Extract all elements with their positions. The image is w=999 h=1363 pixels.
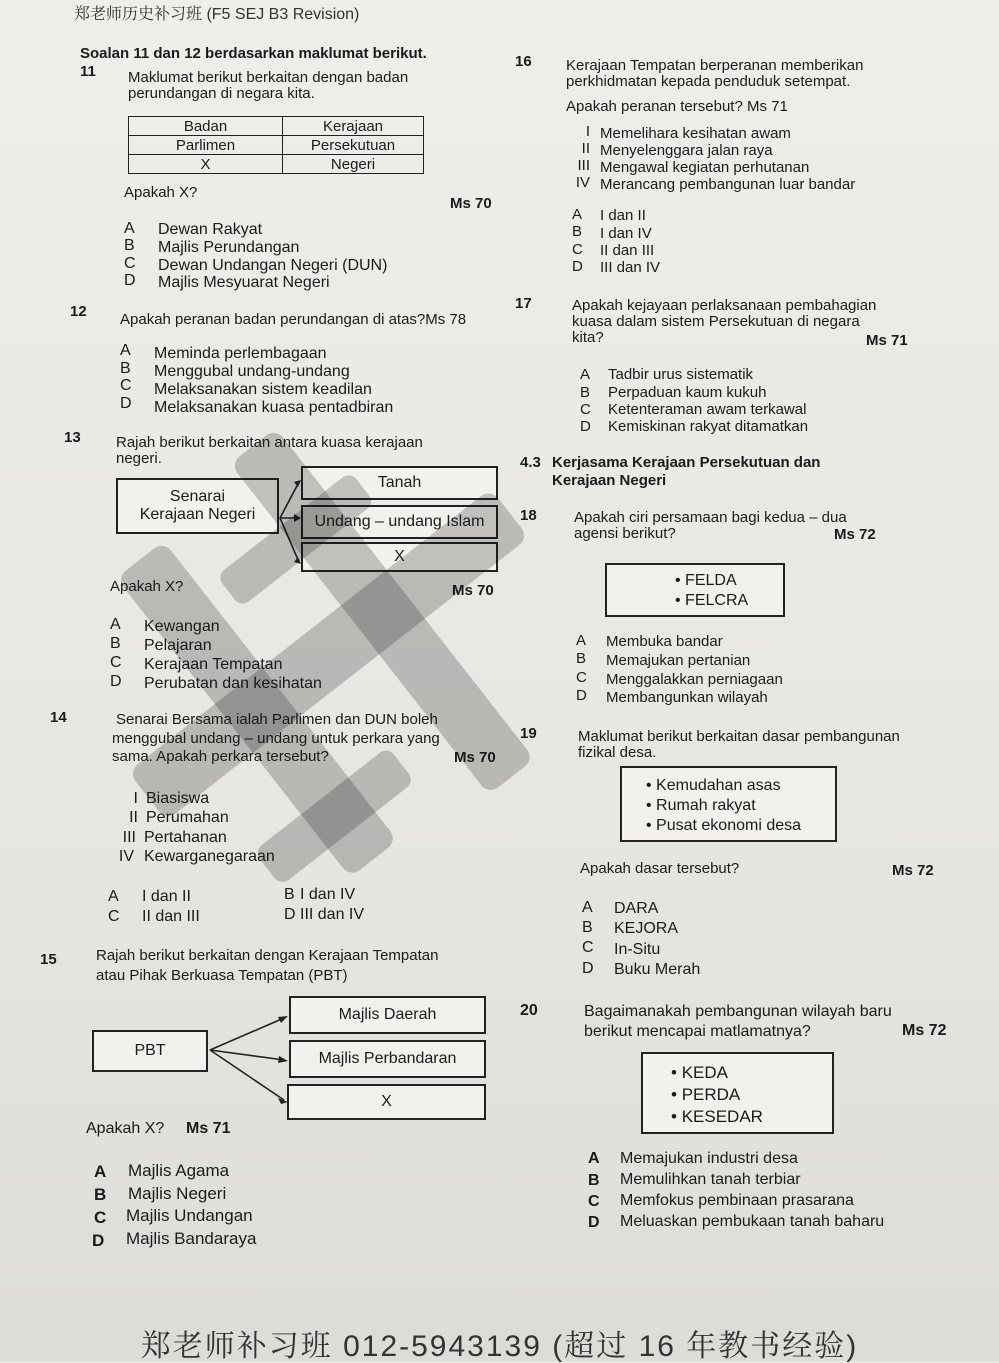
table-header: Badan	[129, 117, 283, 136]
option-letter: B	[588, 1172, 600, 1189]
option-letter: B	[284, 886, 295, 903]
option-letter: B	[124, 237, 135, 254]
diagram-source-box: PBT	[92, 1030, 208, 1072]
option-letter: C	[120, 377, 132, 394]
option-text: II dan III	[600, 242, 655, 259]
question-text: sama. Apakah perkara tersebut?	[112, 748, 329, 765]
option-text: Majlis Agama	[128, 1161, 230, 1180]
question-text: fizikal desa.	[578, 744, 657, 761]
option-text: Memfokus pembinaan prasarana	[620, 1192, 854, 1209]
option-text: Melaksanakan sistem keadilan	[154, 381, 372, 398]
diagram-target-box: X	[287, 1084, 486, 1120]
option-letter: D	[120, 395, 132, 412]
section-number: 4.3	[520, 454, 541, 471]
question-text: menggubal undang – undang untuk perkara yang	[112, 730, 440, 747]
option-letter: C	[576, 669, 587, 686]
diagram-target-box: Majlis Perbandaran	[289, 1040, 486, 1078]
option-letter: A	[572, 206, 583, 223]
question-text: Maklumat berikut berkaitan dengan badan	[128, 69, 409, 86]
table-cell: Negeri	[283, 155, 424, 174]
question-text: perundangan di negara kita.	[128, 85, 315, 102]
option-letter: C	[588, 1193, 600, 1210]
option-text: III dan IV	[300, 906, 365, 923]
item-text: Perumahan	[146, 809, 229, 826]
list-item: • Kemudahan asas	[646, 777, 781, 794]
option-text: I dan IV	[600, 225, 652, 242]
option-text: Membangunkan wilayah	[606, 689, 768, 706]
page-reference: Ms 70	[454, 749, 496, 766]
item-numeral: IV	[118, 848, 134, 865]
option-text: Kerajaan Tempatan	[144, 656, 283, 673]
question-ask: Apakah X?	[86, 1120, 165, 1137]
question-number: 14	[50, 709, 67, 726]
option-letter: A	[588, 1150, 600, 1167]
option-text: Memajukan pertanian	[606, 652, 751, 669]
question-text: kuasa dalam sistem Persekutuan di negara	[572, 313, 860, 330]
option-letter: B	[572, 223, 583, 240]
question-text: agensi berikut?	[574, 525, 676, 542]
option-letter: D	[124, 272, 136, 289]
option-letter: D	[92, 1231, 105, 1250]
option-letter: B	[580, 384, 591, 401]
item-numeral: II	[129, 809, 138, 826]
page-header: 郑老师历史补习班 (F5 SEJ B3 Revision)	[74, 6, 360, 23]
item-text: Kewarganegaraan	[144, 848, 275, 865]
table-cell: Parlimen	[129, 136, 283, 155]
option-text: Majlis Bandaraya	[126, 1229, 257, 1248]
option-text: Membuka bandar	[606, 633, 723, 650]
option-letter: A	[124, 220, 135, 237]
option-text: Dewan Rakyat	[158, 221, 263, 238]
table-cell: Persekutuan	[283, 136, 424, 155]
question-text: Rajah berikut berkaitan antara kuasa kerajaan	[116, 434, 423, 451]
option-letter: A	[576, 632, 587, 649]
section-title: Kerajaan Negeri	[552, 472, 667, 489]
option-letter: C	[124, 255, 136, 272]
diagram-target-box: Undang – undang Islam	[301, 505, 498, 539]
option-text: Majlis Mesyuarat Negeri	[158, 274, 330, 291]
question-text: Senarai Bersama ialah Parlimen dan DUN boleh	[116, 711, 438, 728]
diagram-source-box	[116, 478, 279, 534]
option-text: Tadbir urus sistematik	[608, 366, 754, 383]
question-text: negeri.	[116, 450, 162, 467]
item-text: Memelihara kesihatan awam	[600, 125, 791, 142]
diagram-target-box: X	[301, 542, 498, 572]
option-text: Majlis Negeri	[128, 1184, 227, 1203]
item-numeral: I	[133, 790, 138, 807]
option-text: Perubatan dan kesihatan	[144, 675, 322, 692]
option-letter: A	[94, 1162, 107, 1181]
option-text: Majlis Perundangan	[158, 239, 300, 256]
option-letter: C	[110, 654, 122, 671]
option-text: Melaksanakan kuasa pentadbiran	[154, 399, 394, 416]
question-text: perkhidmatan kepada penduduk setempat.	[566, 73, 851, 90]
question-text: Apakah ciri persamaan bagi kedua – dua	[574, 509, 847, 526]
question-ask: Apakah X?	[110, 578, 184, 595]
item-numeral: IV	[575, 174, 590, 191]
option-letter: B	[582, 919, 593, 936]
option-letter: D	[576, 687, 587, 704]
list-item: • Pusat ekonomi desa	[646, 817, 802, 834]
option-letter: C	[94, 1208, 107, 1227]
item-numeral: III	[122, 829, 136, 846]
option-letter: A	[120, 342, 131, 359]
diagram-source-label: Senarai	[169, 488, 226, 505]
diagram-target-box: Majlis Daerah	[289, 996, 486, 1034]
option-letter: A	[582, 899, 593, 916]
question-text: Apakah kejayaan perlaksanaan pembahagian	[572, 297, 877, 314]
list-item-text: FELCRA	[685, 592, 749, 609]
list-item: • PERDA	[671, 1085, 741, 1104]
question-text: atau Pihak Berkuasa Tempatan (PBT)	[96, 967, 348, 984]
body-table	[128, 116, 424, 174]
table-row	[129, 117, 424, 136]
table-row	[129, 136, 424, 155]
option-text: Kemiskinan rakyat ditamatkan	[608, 418, 809, 435]
section-title: Kerjasama Kerajaan Persekutuan dan	[552, 454, 821, 471]
option-letter: B	[576, 650, 587, 667]
list-item-text: KEDA	[681, 1063, 728, 1082]
page-reference: Ms 70	[452, 582, 494, 599]
option-letter: C	[108, 908, 120, 925]
question-text: berikut mencapai matlamatnya?	[584, 1023, 811, 1040]
option-letter: D	[284, 906, 296, 923]
list-item-text: FELDA	[685, 572, 737, 589]
option-text: Buku Merah	[614, 961, 701, 978]
question-number: 16	[515, 53, 532, 70]
list-item-text: Kemudahan asas	[656, 777, 781, 794]
option-letter: A	[110, 616, 121, 633]
item-text: Pertahanan	[144, 829, 227, 846]
option-letter: D	[572, 258, 583, 275]
list-item: • FELDA	[675, 572, 737, 589]
option-text: II dan III	[142, 908, 200, 925]
list-item: • KESEDAR	[671, 1107, 763, 1126]
item-text: Menyelenggara jalan raya	[600, 142, 773, 159]
option-text: Memajukan industri desa	[620, 1150, 798, 1167]
question-text: Rajah berikut berkaitan dengan Kerajaan Tempatan	[96, 947, 439, 964]
page-footer: 郑老师补习班 012-5943139 (超过 16 年教书经验)	[140, 1330, 859, 1363]
item-text: Mengawal kegiatan perhutanan	[600, 159, 810, 176]
option-text: Menggubal undang-undang	[154, 363, 350, 380]
page-reference: Ms 72	[902, 1022, 947, 1039]
intro-11-12: Soalan 11 dan 12 berdasarkan maklumat berikut.	[80, 45, 427, 62]
option-letter: B	[110, 635, 121, 652]
question-number: 12	[70, 303, 87, 320]
diagram-arrows	[208, 1010, 292, 1110]
option-text: Memulihkan tanah terbiar	[620, 1171, 801, 1188]
page-reference: Ms 71	[186, 1120, 231, 1137]
table-cell: X	[129, 155, 283, 174]
option-text: Menggalakkan perniagaan	[606, 671, 783, 688]
item-numeral: I	[585, 123, 590, 140]
option-letter: B	[120, 360, 131, 377]
item-numeral: II	[581, 140, 590, 157]
option-text: KEJORA	[614, 920, 679, 937]
table-header: Kerajaan	[283, 117, 424, 136]
info-box	[620, 766, 837, 842]
option-letter: C	[582, 939, 594, 956]
question-number: 19	[520, 725, 537, 742]
page-reference: Ms 72	[892, 862, 934, 879]
option-letter: A	[580, 366, 591, 383]
question-ask: Apakah dasar tersebut?	[580, 860, 740, 877]
option-letter: C	[572, 241, 583, 258]
question-number: 15	[40, 951, 57, 968]
list-item-text: Pusat ekonomi desa	[656, 817, 802, 834]
item-text: Biasiswa	[146, 790, 210, 807]
table-row	[129, 155, 424, 174]
question-text: Apakah peranan badan perundangan di atas?Ms 78	[120, 311, 467, 328]
page-reference: Ms 72	[834, 526, 876, 543]
question-number: 18	[520, 507, 537, 524]
option-letter: A	[108, 888, 119, 905]
question-text: Apakah peranan tersebut? Ms 71	[566, 98, 788, 115]
option-letter: D	[110, 673, 122, 690]
list-item-text: Rumah rakyat	[656, 797, 756, 814]
question-text: Maklumat berikut berkaitan dasar pembangunan	[578, 728, 900, 745]
list-item-text: PERDA	[681, 1085, 741, 1104]
option-text: Pelajaran	[144, 637, 212, 654]
item-text: Merancang pembangunan luar bandar	[600, 176, 856, 193]
option-letter: D	[582, 960, 594, 977]
option-text: III dan IV	[600, 259, 661, 276]
question-number: 20	[520, 1002, 538, 1019]
option-text: Dewan Undangan Negeri (DUN)	[158, 257, 388, 274]
page-reference: Ms 70	[450, 195, 492, 212]
question-number: 13	[64, 429, 81, 446]
info-box	[641, 1052, 834, 1134]
diagram-target-box: Tanah	[301, 466, 498, 500]
option-letter: B	[94, 1185, 107, 1204]
diagram-source-label: Kerajaan Negeri	[139, 506, 256, 523]
list-item-text: KESEDAR	[681, 1107, 763, 1126]
option-text: I dan II	[142, 888, 191, 905]
diagram-arrows	[279, 470, 303, 576]
option-text: In-Situ	[614, 941, 661, 958]
option-text: Kewangan	[144, 618, 220, 635]
option-text: Meluaskan pembukaan tanah baharu	[620, 1213, 885, 1230]
option-text: I dan IV	[300, 886, 356, 903]
list-item: • FELCRA	[675, 592, 749, 609]
option-letter: D	[588, 1214, 600, 1231]
option-letter: D	[580, 418, 591, 435]
option-letter: C	[580, 401, 591, 418]
item-numeral: III	[577, 157, 590, 174]
page-reference: Ms 71	[866, 332, 908, 349]
option-text: DARA	[614, 900, 659, 917]
question-text: kita?	[572, 329, 604, 346]
list-item: • Rumah rakyat	[646, 797, 756, 814]
question-number: 17	[515, 295, 532, 312]
question-text: Kerajaan Tempatan berperanan memberikan	[566, 57, 864, 74]
option-text: Majlis Undangan	[126, 1206, 253, 1225]
option-text: Meminda perlembagaan	[154, 345, 327, 362]
option-text: I dan II	[600, 207, 646, 224]
question-ask: Apakah X?	[124, 184, 198, 201]
question-text: Bagaimanakah pembangunan wilayah baru	[584, 1003, 892, 1020]
info-box	[605, 563, 785, 617]
option-text: Perpaduan kaum kukuh	[608, 384, 767, 401]
question-number: 11	[80, 63, 96, 80]
option-text: Ketenteraman awam terkawal	[608, 401, 807, 418]
list-item: • KEDA	[671, 1063, 728, 1082]
